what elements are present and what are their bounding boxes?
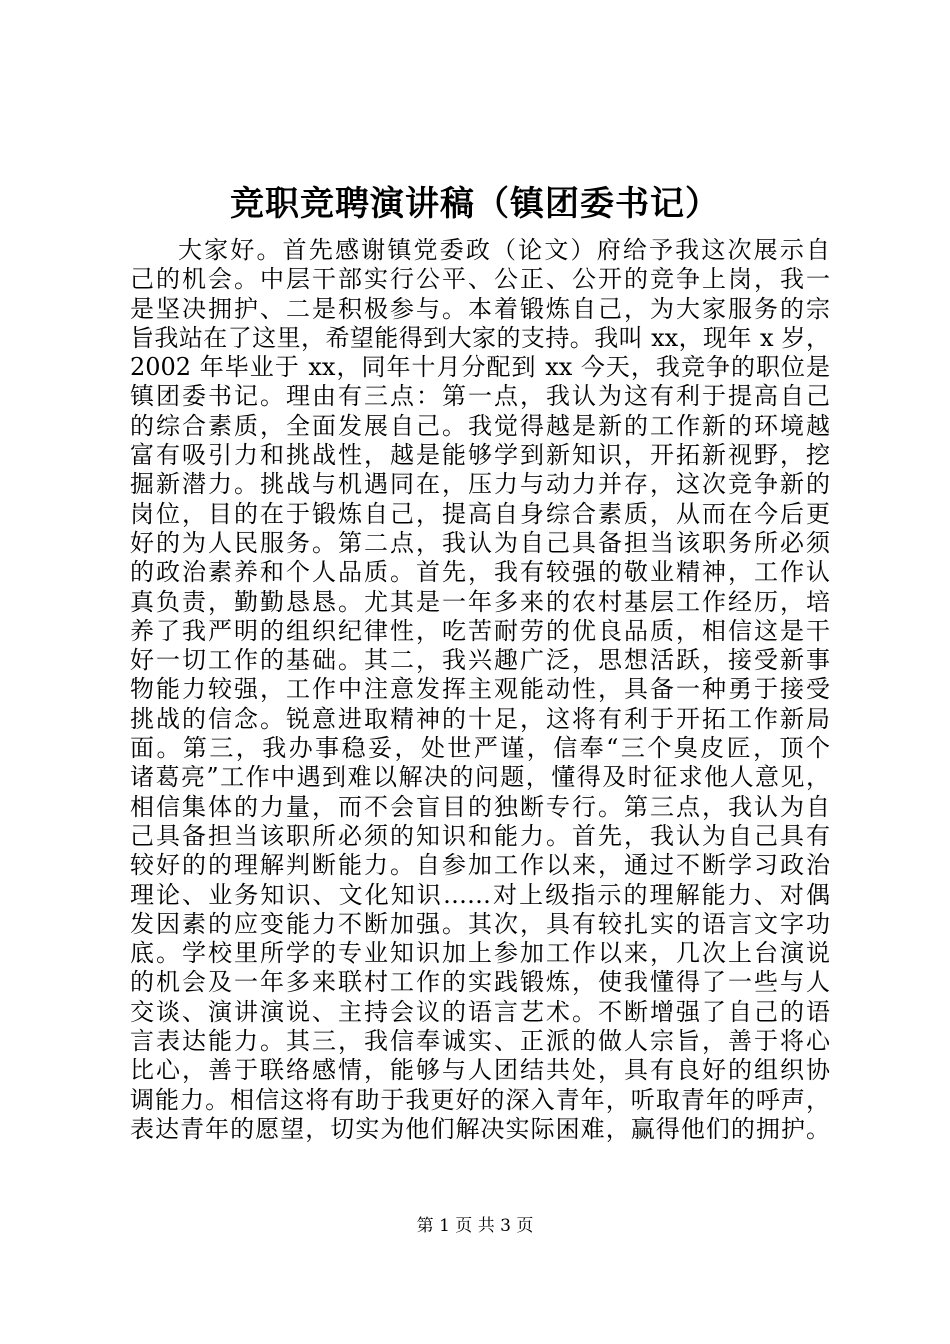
text-line: 的机会及一年多来联村工作的实践锻炼，使我懂得了一些与人 xyxy=(130,968,830,997)
text-line: 物能力较强，工作中注意发挥主观能动性，具备一种勇于接受 xyxy=(130,675,830,704)
page-footer: 第 1 页 共 3 页 xyxy=(416,1216,534,1236)
body-paragraph xyxy=(130,236,830,1144)
text-line: 挑战的信念。锐意进取精神的十足，这将有利于开拓工作新局 xyxy=(130,704,830,733)
text-line: 较好的的理解判断能力。自参加工作以来，通过不断学习政治 xyxy=(130,851,830,880)
text-line: 己具备担当该职所必须的知识和能力。首先，我认为自己具有 xyxy=(130,821,830,850)
text-line: 底。学校里所学的专业知识加上参加工作以来，几次上台演说 xyxy=(130,939,830,968)
text-line: 好的为人民服务。第二点，我认为自己具备担当该职务所必须 xyxy=(130,528,830,557)
text-line: 发因素的应变能力不断加强。其次，具有较扎实的语言文字功 xyxy=(130,909,830,938)
text-line: 己的机会。中层干部实行公平、公正、公开的竞争上岗，我一 xyxy=(130,265,830,294)
text-line: 的综合素质，全面发展自己。我觉得越是新的工作新的环境越 xyxy=(130,411,830,440)
text-line: 比心，善于联络感情，能够与人团结共处，具有良好的组织协 xyxy=(130,1056,830,1085)
text-line: 好一切工作的基础。其二，我兴趣广泛，思想活跃，接受新事 xyxy=(130,646,830,675)
text-line: 相信集体的力量，而不会盲目的独断专行。第三点，我认为自 xyxy=(130,792,830,821)
text-line: 真负责，勤勤恳恳。尤其是一年多来的农村基层工作经历，培 xyxy=(130,587,830,616)
text-line: 诸葛亮”工作中遇到难以解决的问题，懂得及时征求他人意见， xyxy=(130,763,830,792)
text-line: 富有吸引力和挑战性，越是能够学到新知识，开拓新视野，挖 xyxy=(130,441,830,470)
text-line: 镇团委书记。理由有三点：第一点，我认为这有利于提高自己 xyxy=(130,382,830,411)
text-line: 大家好。首先感谢镇党委政（论文）府给予我这次展示自 xyxy=(178,236,830,264)
text-line: 旨我站在了这里，希望能得到大家的支持。我叫 xx，现年 x 岁， xyxy=(130,323,830,352)
text-line: 言表达能力。其三，我信奉诚实、正派的做人宗旨，善于将心 xyxy=(130,1027,830,1056)
document-title: 竞职竞聘演讲稿（镇团委书记） xyxy=(230,184,720,224)
text-line: 调能力。相信这将有助于我更好的深入青年，听取青年的呼声， xyxy=(130,1085,830,1114)
text-line: 养了我严明的组织纪律性，吃苦耐劳的优良品质，相信这是干 xyxy=(130,616,830,645)
text-line: 的政治素养和个人品质。首先，我有较强的敬业精神，工作认 xyxy=(130,558,830,587)
text-line: 理论、业务知识、文化知识……对上级指示的理解能力、对偶 xyxy=(130,880,830,909)
text-line: 掘新潜力。挑战与机遇同在，压力与动力并存，这次竞争新的 xyxy=(130,470,830,499)
text-line: 交谈、演讲演说、主持会议的语言艺术。不断增强了自己的语 xyxy=(130,997,830,1026)
text-line: 是坚决拥护、二是积极参与。本着锻炼自己，为大家服务的宗 xyxy=(130,294,830,323)
text-line: 岗位，目的在于锻炼自己，提高自身综合素质，从而在今后更 xyxy=(130,499,830,528)
text-line: 2002 年毕业于 xx，同年十月分配到 xx 今天，我竞争的职位是 xyxy=(130,353,830,382)
text-line: 表达青年的愿望，切实为他们解决实际困难，赢得他们的拥护。 xyxy=(130,1114,830,1143)
text-line: 面。第三，我办事稳妥，处世严谨，信奉“三个臭皮匠，顶个 xyxy=(130,734,830,763)
